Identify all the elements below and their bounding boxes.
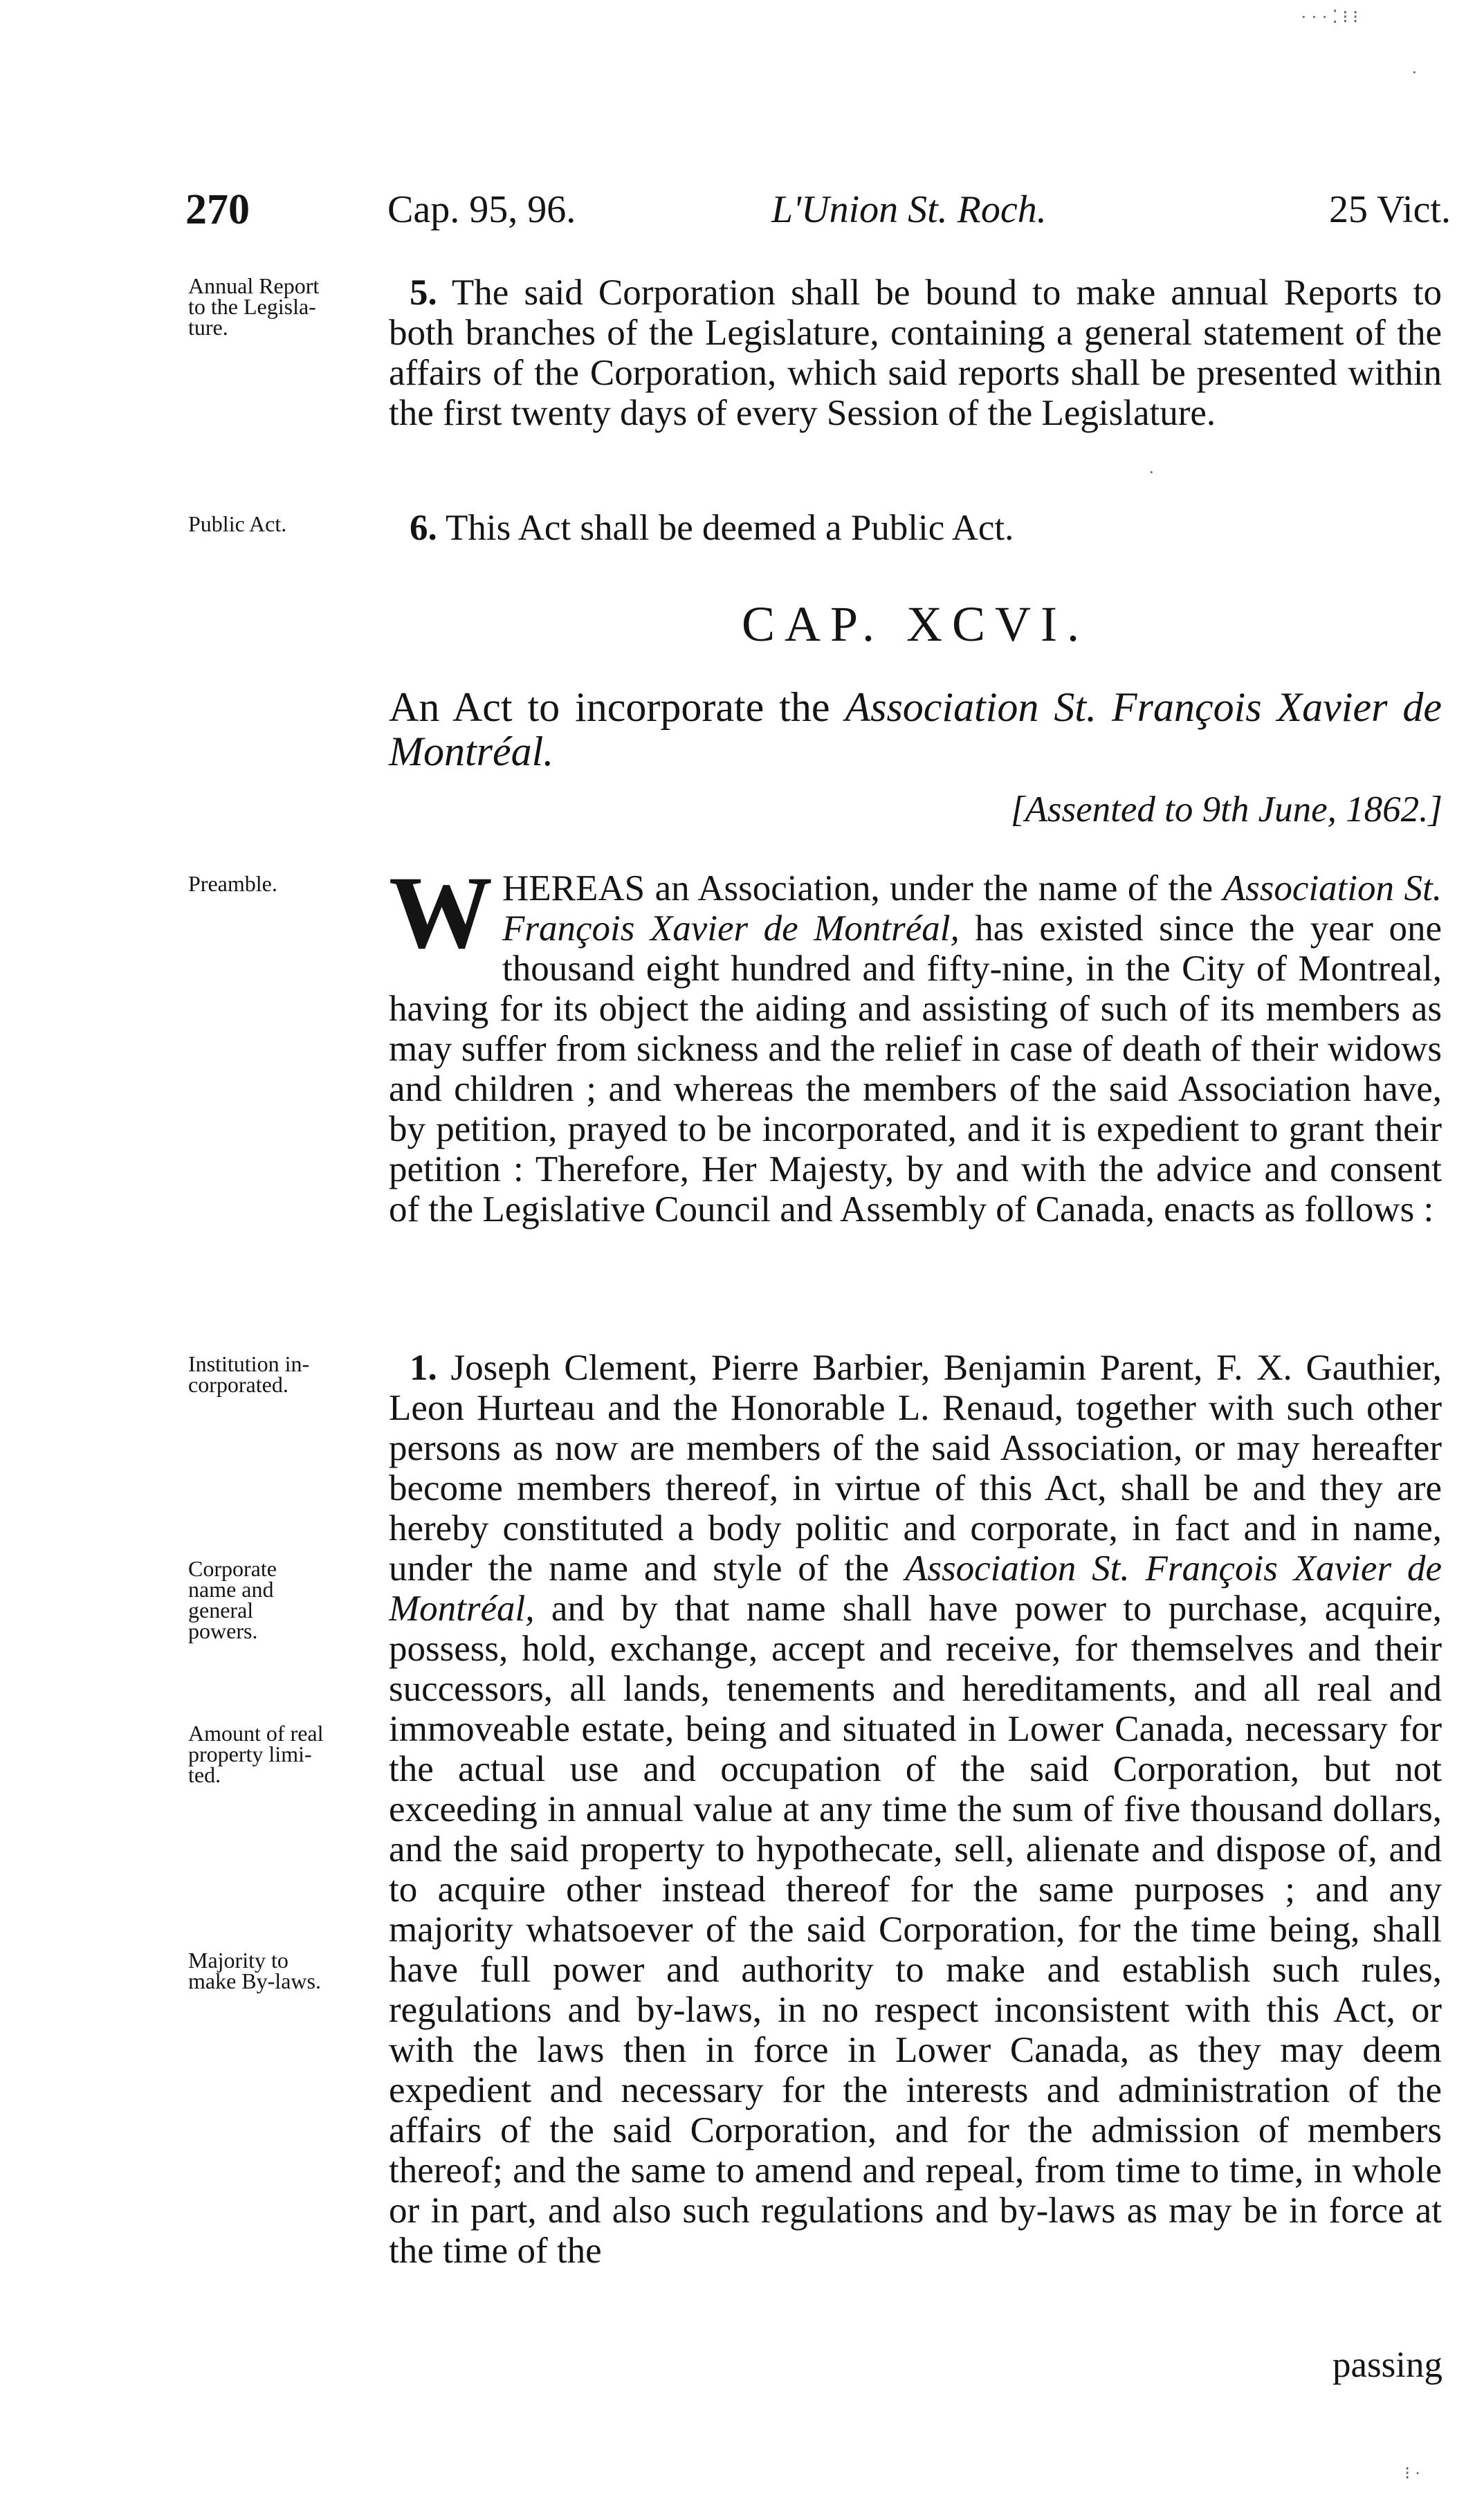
scan-speck: ·: [1148, 462, 1155, 482]
scan-speck: ·: [1411, 62, 1418, 82]
margin-note-preamble: Preamble.: [188, 871, 277, 896]
section-1-number: 1.: [410, 1348, 437, 1388]
margin-note-annual-report: Annual Report to the Legisla- ture.: [188, 273, 320, 340]
section-6-text: This Act shall be deemed a Public Act.: [446, 508, 1014, 548]
section-1-text-b: and by that name shall have power to purchase, acquire, possess, hold, exchange, accept and receive, for themselves and their successors, all lands, tenements and hereditaments, and all real and immoveable estate, being and situated in Lower Canada, necessary for the actual use and occupation of the said Corporation, but not exceeding in annual value at any time the sum of five thousand dollars, and the said property to hypothecate, sell, alienate and dispose of, and to acquire other instead thereof for the same purposes ; and any majority whatsoever of the said Corporation, for the time being, shall have full power and authority to make and establish such rules, regulations and by-laws, in no respect inconsistent with this Act, or with the laws then in force in Lower Canada, as they may deem expedient and necessary for the interests and administration of the affairs of the said Corporation, and for the admission of members thereof; and the same to amend and repeal, from time to time, in whole or in part, and also such regulations and by-laws as may be in force at the time of the: [389, 1589, 1442, 2271]
section-5: [389, 273, 1442, 433]
section-6-number: 6.: [410, 508, 437, 548]
scan-speck: · · · ⁚ ⁝ ⁝: [1301, 7, 1359, 27]
margin-note-amount-real: Amount of real property limi- ted.: [188, 1721, 324, 1787]
section-5-number: 5.: [410, 273, 437, 313]
preamble-paragraph: [389, 855, 1442, 1230]
act-title-plain: An Act to incorporate the: [389, 684, 830, 730]
act-title-italic: Association St. François Xavier de Montréal.: [389, 684, 1442, 774]
act-title: [389, 685, 1442, 774]
section-6: [389, 508, 1442, 548]
header-chapter: Cap. 95, 96.: [387, 188, 576, 231]
assent-date: [Assented to 9th June, 1862.]: [1010, 789, 1442, 830]
section-1-association-name: Association St. François Xavier de Montréal,: [389, 1548, 1442, 1629]
section-1-text-a: Joseph Clement, Pierre Barbier, Benjamin Parent, F. X. Gauthier, Leon Hurteau and the Honorable L. Renaud, together with such other persons as now are members of the said Association, or may hereafter become members thereof, in virtue of this Act, shall be and they are hereby constituted a body politic and corporate, in fact and in name, under the name and style of the: [389, 1348, 1442, 1589]
header-title: L'Union St. Roch.: [771, 188, 1047, 231]
margin-note-majority: Majority to make By-laws.: [188, 1948, 321, 1993]
chapter-heading: CAP. XCVI.: [741, 596, 1090, 652]
margin-note-public-act: Public Act.: [188, 511, 287, 536]
margin-note-corporate-name: Corporate name and general powers.: [188, 1556, 277, 1643]
section-5-text: The said Corporation shall be bound to make annual Reports to both branches of the Legislature, containing a general statement of the affairs of the Corporation, which said reports shall be presented within the first twenty days of every Session of the Legislature.: [389, 273, 1442, 433]
header-year: 25 Vict.: [1328, 188, 1451, 231]
page-number: 270: [185, 186, 250, 233]
preamble-association-name: Association St. François Xavier de Montréal,: [502, 868, 1442, 949]
scan-speck: ⁝ ·: [1404, 2463, 1421, 2483]
preamble-lead: HEREAS an Association, under the name of the: [502, 868, 1213, 908]
margin-note-institution: Institution in- corporated.: [188, 1351, 310, 1397]
catchword: passing: [1332, 2345, 1442, 2385]
section-1: [389, 1348, 1442, 2271]
preamble-text: has existed since the year one thousand eight hundred and fifty-nine, in the City of Montreal, having for its object the aiding and assisting of such of its members as may suffer from sickness and the relief in case of death of their widows and children ; and whereas the members of the said Association have, by petition, prayed to be incorporated, and it is expedient to grant their petition : Therefore, Her Majesty, by and with the advice and consent of the Legislative Council and Assembly of Canada, enacts as follows :: [389, 908, 1442, 1230]
preamble-dropcap: W: [389, 855, 493, 970]
